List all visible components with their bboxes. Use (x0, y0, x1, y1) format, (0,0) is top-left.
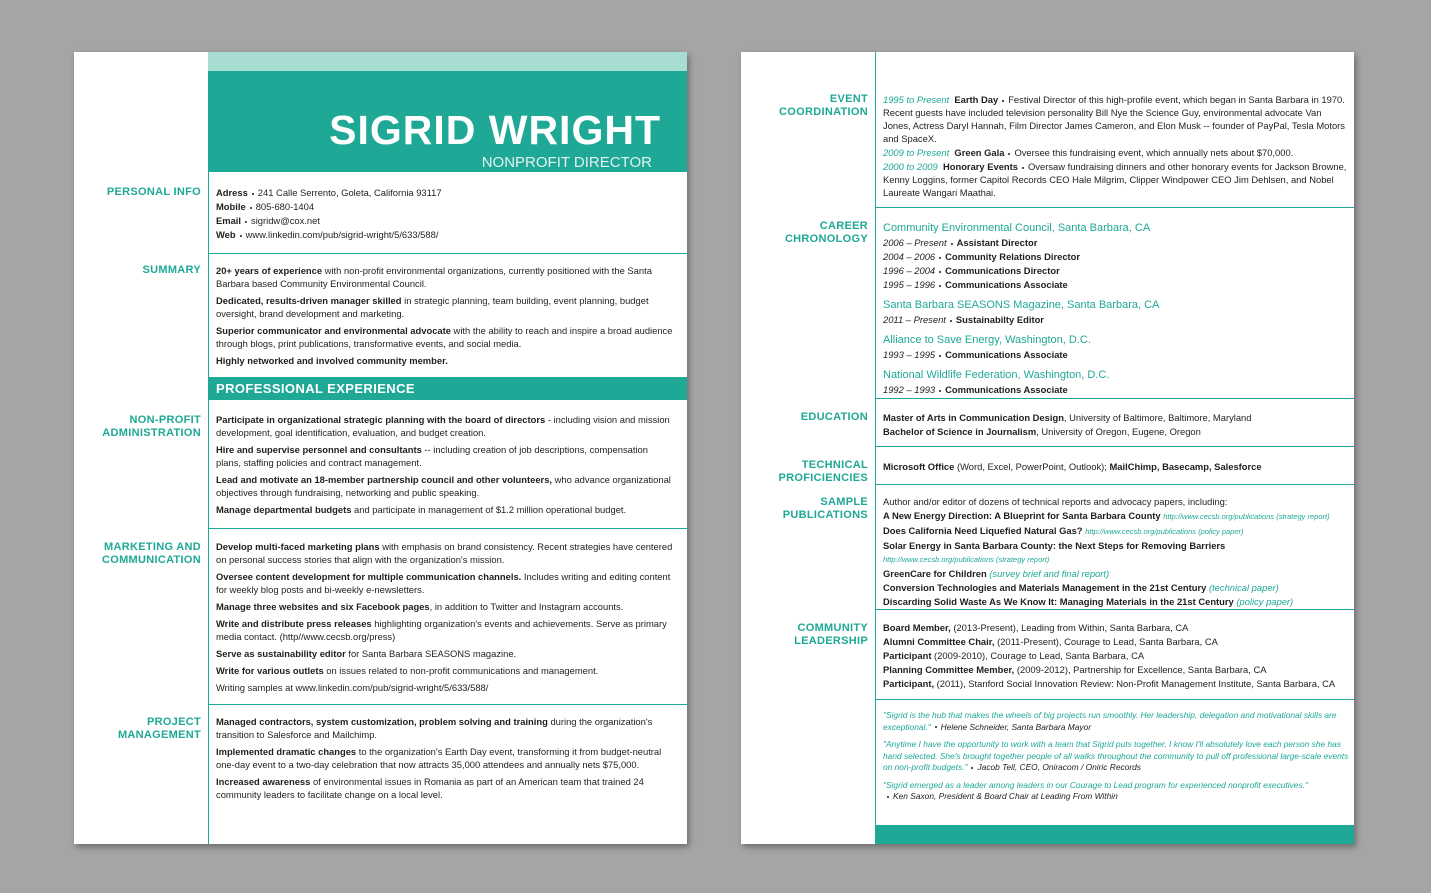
technical-proficiencies (883, 460, 1351, 474)
employer-name: Santa Barbara SEASONS Magazine, Santa Barbara, CA (883, 299, 1160, 311)
career-role: 2011 – Present Sustainabilty Editor (883, 314, 1044, 325)
marketing-item: Develop multi-faced marketing plans with emphasis on brand consistency. Recent strategies have centered on personal success stories that align with the organization's mission. (216, 541, 673, 565)
nonprofit-item: Participate in organizational strategic planning with the board of directors - including vision and mission development, goal identification, evaluation, and budget creation. (216, 414, 670, 438)
section-rule (208, 528, 687, 529)
community-leadership (883, 621, 1351, 691)
testimonial: "Sigrid is the hub that makes the wheels of big projects run smoothly. Her leadership, delegation and motivational skills are exceptional." Helene Schneider, Santa Barbara Mayor (883, 710, 1337, 732)
publications-intro: Author and/or editor of dozens of technical reports and advocacy papers, including: (883, 496, 1228, 507)
header-band (208, 71, 687, 172)
personal-info-label: PERSONAL INFO (106, 186, 201, 198)
professional-experience-band (208, 377, 687, 400)
project-item: Managed contractors, system customization, problem solving and training during the organization's transition to Salesforce and Mailchimp. (216, 716, 653, 740)
section-rule (208, 253, 687, 254)
section-rule (875, 398, 1354, 399)
personal-row: Mobile 805-680-1404 (216, 201, 315, 212)
education-item: Bachelor of Science in Journalism, University of Oregon, Eugene, Oregon (883, 426, 1201, 437)
career-chronology (883, 216, 1351, 397)
personal-row: Web www.linkedin.com/pub/sigrid-wright/5/633/588/ (216, 229, 439, 240)
employer-name: Alliance to Save Energy, Washington, D.C. (883, 334, 1091, 346)
career-role: 1995 – 1996 Communications Associate (883, 279, 1068, 290)
nonprofit-admin (216, 413, 674, 520)
event-item: 2000 to 2009 Honorary Events Oversaw fundraising dinners and other honorary events for Jackson Browne, Kenny Loggins, former Capitol Records CEO Hale Milgrim, Clipper Windpower CEO Jim Dehlsen, and Nobel Laureate Wangari Maathai. (883, 161, 1347, 198)
community-item: Planning Committee Member, (2009-2012), Partnership for Excellence, Santa Barbara, CA (883, 664, 1267, 675)
publication-item: Discarding Solid Waste As We Know It: Managing Materials in the 21st Century (policy paper) (883, 596, 1294, 607)
testimonial: "Anytime I have the opportunity to work with a team that Sigrid puts together, I know I'll absolutely love each person she has hand selected. She's brought together people of all walks throughout the community to pull off professional large-scale events on non-profit budgets." Jacob Tell, CEO, Oniracom / Oniric Records (883, 739, 1349, 772)
community-item: Alumni Committee Chair, (2011-Present), Courage to Lead, Santa Barbara, CA (883, 636, 1218, 647)
personal-row: Email sigridw@cox.net (216, 215, 320, 226)
employer-name: Community Environmental Council, Santa Barbara, CA (883, 222, 1151, 234)
marketing-item: Write and distribute press releases highlighting organization's events and achievements. Serve as primary media contact. (http//www.cecsb.org/press) (216, 618, 667, 642)
section-rule (208, 704, 687, 705)
community-item: Participant (2009-2010), Courage to Lead, Santa Barbara, CA (883, 650, 1145, 661)
project-label: PROJECT MANAGEMENT (117, 716, 201, 741)
nonprofit-admin-label: NON-PROFIT ADMINISTRATION (102, 414, 201, 439)
publications-label: SAMPLE PUBLICATIONS (782, 496, 868, 521)
professional-experience-heading: PROFESSIONAL EXPERIENCE (216, 381, 415, 396)
career-role: 2004 – 2006 Community Relations Director (883, 251, 1081, 262)
publication-item: GreenCare for Children (survey brief and final report) (883, 568, 1110, 579)
nonprofit-item: Hire and supervise personnel and consultants -- including creation of job descriptions, compensation plans, staffing policies and contract management. (216, 444, 648, 468)
candidate-name: SIGRID WRIGHT (329, 107, 661, 153)
summary-item: 20+ years of experience with non-profit environmental organizations, currently positioned with the Santa Barbara based Community Environmental Council. (216, 265, 652, 289)
candidate-role: NONPROFIT DIRECTOR (481, 154, 652, 171)
event-item: 1995 to Present Earth Day Festival Director of this high-profile event, which began in Santa Barbara in 1970. Recent guests have included television personality Bill Nye the Science Guy, environmental advocate Van Jones, Actress Daryl Hannah, Film Director James Cameron, and Elon Musk -- founder of PayPal, Tesla Motors and SpaceX. (883, 94, 1345, 144)
marketing-item: Oversee content development for multiple communication channels. Includes writing and editing content for weekly blog posts and bi-weekly e-newsletters. (216, 571, 671, 595)
career-role: 2006 – Present Assistant Director (883, 237, 1038, 248)
sample-publications (883, 495, 1351, 609)
community-label: COMMUNITY LEADERSHIP (794, 622, 868, 647)
section-rule (875, 699, 1354, 700)
section-rule (875, 609, 1354, 610)
publication-item: A New Energy Direction: A Blueprint for Santa Barbara County http://www.cecsb.org/publications (strategy report) (883, 510, 1330, 521)
personal-row: Adress 241 Calle Serrento, Goleta, California 93117 (216, 187, 442, 198)
summary (216, 264, 674, 371)
section-rule (875, 484, 1354, 485)
marketing-item: Manage three websites and six Facebook pages, in addition to Twitter and Instagram accounts. (216, 601, 624, 612)
nonprofit-item: Lead and motivate an 18-member partnership council and other volunteers, who advance organizational objectives through fundraising, networking and public speaking. (216, 474, 671, 498)
summary-item: Superior communicator and environmental advocate with the ability to reach and inspire a broad audience through blogs, print publications, transformative events, and social media. (216, 325, 673, 349)
footer-band (875, 825, 1354, 844)
project-item: Implemented dramatic changes to the organization's Earth Day event, transforming it from budget-neutral one-day event to a two-day celebration that now attracts 35,000 attendees and annually nets $75,000. (216, 746, 662, 770)
career-role: 1993 – 1995 Communications Associate (883, 349, 1068, 360)
community-item: Board Member, (2013-Present), Leading from Within, Santa Barbara, CA (883, 622, 1189, 633)
publication-item: Solar Energy in Santa Barbara County: the Next Steps for Removing Barriers http://www.cecsb.org/publications (strategy report) (883, 540, 1226, 564)
education (883, 411, 1351, 439)
technical-label: TECHNICAL PROFICIENCIES (778, 459, 868, 484)
summary-item: Dedicated, results-driven manager skilled in strategic planning, team building, event planning, budget oversight, brand development and marketing. (216, 295, 649, 319)
employer-name: National Wildlife Federation, Washington, D.C. (883, 369, 1110, 381)
marketing (216, 540, 674, 698)
marketing-item: Writing samples at www.linkedin.com/pub/sigrid-wright/5/633/588/ (216, 682, 489, 693)
marketing-item: Serve as sustainability editor for Santa Barbara SEASONS magazine. (216, 648, 517, 659)
marketing-item: Write for various outlets on issues related to non-profit communications and management. (216, 665, 599, 676)
project-management (216, 715, 674, 805)
career-role: 1992 – 1993 Communications Associate (883, 384, 1068, 395)
event-coordination (883, 93, 1351, 200)
education-item: Master of Arts in Communication Design, University of Baltimore, Baltimore, Maryland (883, 412, 1252, 423)
testimonials (883, 710, 1351, 807)
community-item: Participant, (2011), Stanford Social Innovation Review: Non-Profit Management Institute, Santa Barbara, CA (883, 678, 1336, 689)
summary-item: Highly networked and involved community member. (216, 355, 448, 366)
summary-label: SUMMARY (142, 264, 201, 276)
event-item: 2009 to Present Green Gala Oversee this fundraising event, which annually nets about $70,000. (883, 147, 1294, 158)
header-band-light (208, 52, 687, 71)
section-rule (875, 207, 1354, 208)
column-divider (875, 52, 876, 844)
resume-page-2 (741, 52, 1354, 844)
publication-item: Conversion Technologies and Materials Management in the 21st Century (technical paper) (883, 582, 1279, 593)
technical-item: Microsoft Office (Word, Excel, PowerPoint, Outlook); MailChimp, Basecamp, Salesforce (883, 461, 1262, 472)
marketing-label: MARKETING AND COMMUNICATION (101, 541, 201, 566)
testimonial: "Sigrid emerged as a leader among leaders in our Courage to Lead program for experienced nonprofit executives." Ken Saxon, President & Board Chair at Leading From Within (883, 779, 1308, 801)
section-rule (875, 446, 1354, 447)
education-label: EDUCATION (800, 411, 868, 423)
resume-page-1 (74, 52, 687, 844)
career-chronology-label: CAREER CHRONOLOGY (784, 220, 868, 245)
career-role: 1996 – 2004 Communications Director (883, 265, 1060, 276)
personal-info (216, 186, 674, 242)
event-coordination-label: EVENT COORDINATION (779, 93, 868, 118)
publication-item: Does California Need Liquefied Natural Gas? http://www.cecsb.org/publications (policy paper) (883, 525, 1244, 536)
nonprofit-item: Manage departmental budgets and participate in management of $1.2 million operational budget. (216, 504, 627, 515)
project-item: Increased awareness of environmental issues in Romania as part of an American team that trained 24 community leaders to facilitate change on a local level. (216, 776, 644, 800)
